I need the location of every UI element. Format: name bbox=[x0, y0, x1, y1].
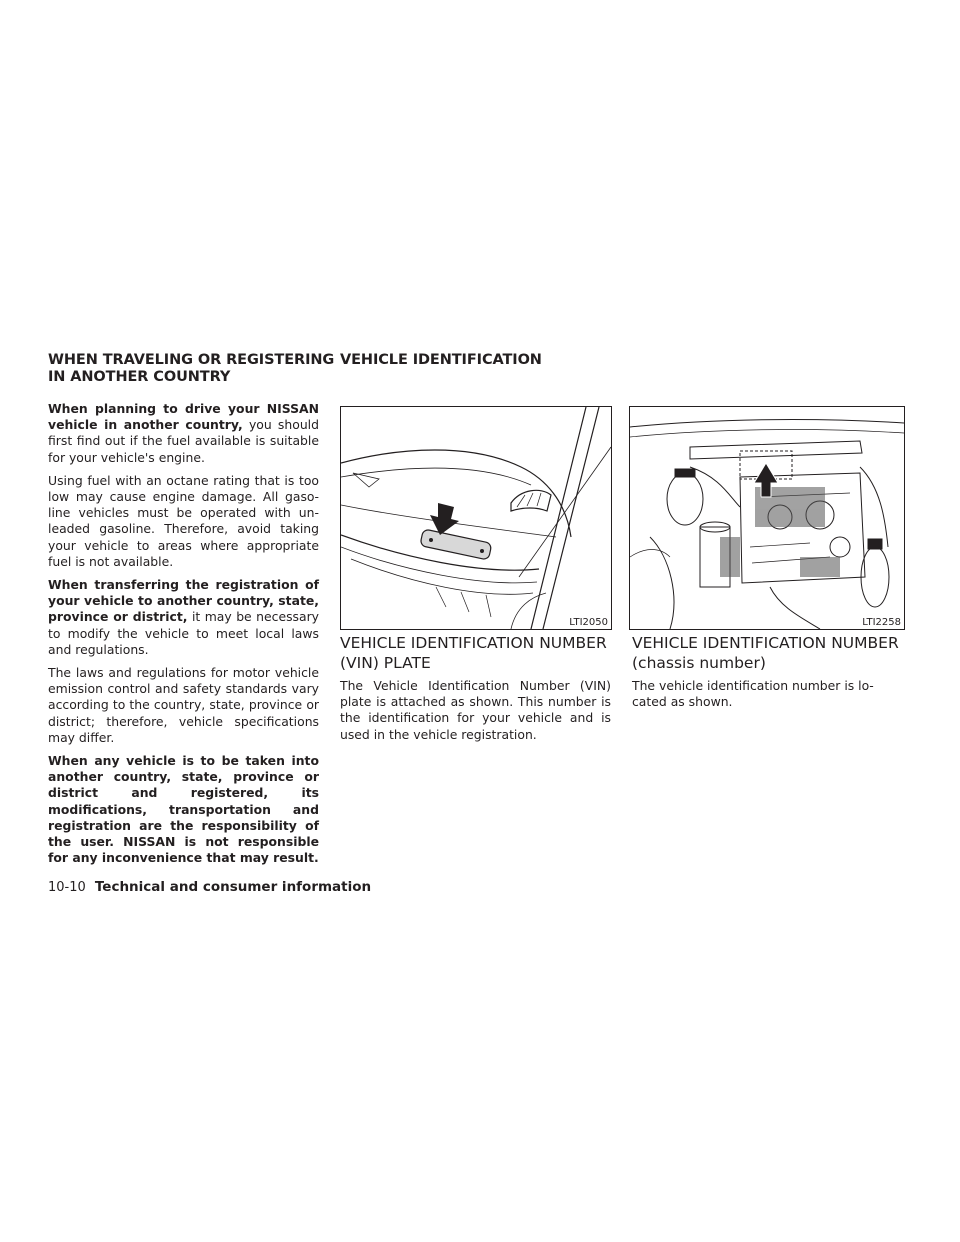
paragraph-transfer bbox=[48, 577, 319, 658]
vin-plate-heading-line2: (VIN) PLATE bbox=[340, 654, 431, 672]
paragraph-planning bbox=[48, 401, 319, 466]
engine-bay-illustration bbox=[630, 407, 904, 629]
heading-traveling-line1: WHEN TRAVELING OR REGISTERING bbox=[48, 352, 335, 368]
chassis-number-heading-line2: (chassis number) bbox=[632, 654, 766, 672]
paragraph-planning-bold: When planning to drive your NISSAN vehicle in another country, bbox=[48, 401, 319, 433]
chassis-number-body: The vehicle identification number is located as shown. bbox=[632, 678, 874, 710]
figure-chassis-number bbox=[629, 406, 905, 630]
paragraph-transfer-rest: it may be necessary to modify the vehicle to meet local laws and regulations. bbox=[48, 609, 319, 657]
paragraph-responsibility-bold: When any vehicle is to be taken into another country, state, province or district and registered, its modifications, transportation and registration are the responsibility of the user. NISSAN is not responsible for any inconvenience that may result. bbox=[48, 753, 319, 866]
paragraph-responsibility bbox=[48, 753, 319, 866]
page-footer bbox=[48, 876, 371, 895]
vin-plate-heading-line1: VEHICLE IDENTIFICATION NUMBER bbox=[340, 634, 607, 652]
chassis-number-heading-line1: VEHICLE IDENTIFICATION NUMBER bbox=[632, 634, 899, 652]
figure-vin-plate bbox=[340, 406, 612, 630]
vin-plate-illustration bbox=[341, 407, 611, 629]
heading-vehicle-identification: VEHICLE IDENTIFICATION bbox=[340, 352, 542, 368]
left-column-text bbox=[48, 401, 319, 873]
figure-code-vin: LTI2050 bbox=[569, 617, 608, 628]
paragraph-transfer-bold: When transferring the registration of your vehicle to another country, state, province or district, bbox=[48, 577, 319, 625]
paragraph-laws: The laws and regulations for motor vehicle emission control and safety standards vary according to the country, state, province or district; therefore, vehicle specifications may differ. bbox=[48, 665, 319, 745]
footer-section-title: Technical and consumer information bbox=[94, 879, 372, 895]
heading-traveling-line2: IN ANOTHER COUNTRY bbox=[48, 369, 231, 385]
paragraph-octane: Using fuel with an octane rating that is too low may cause engine damage. All gasoline vehicles must be operated with unleaded gasoline. Therefore, avoid taking your vehicle to areas where appropriate fuel is not available. bbox=[48, 472, 319, 569]
paragraph-planning-rest: you should first find out if the fuel available is suitable for your vehicle's engine. bbox=[48, 417, 319, 465]
page-number: 10-10 bbox=[48, 880, 86, 895]
vin-plate-heading bbox=[340, 633, 615, 673]
heading-traveling bbox=[48, 352, 334, 386]
figure-code-chassis: LTI2258 bbox=[862, 617, 901, 628]
vin-plate-body: The Vehicle Identification Number (VIN) plate is attached as shown. This number is the identification for your vehicle and is used in the vehicle registration. bbox=[340, 678, 611, 742]
chassis-number-heading bbox=[632, 633, 907, 673]
